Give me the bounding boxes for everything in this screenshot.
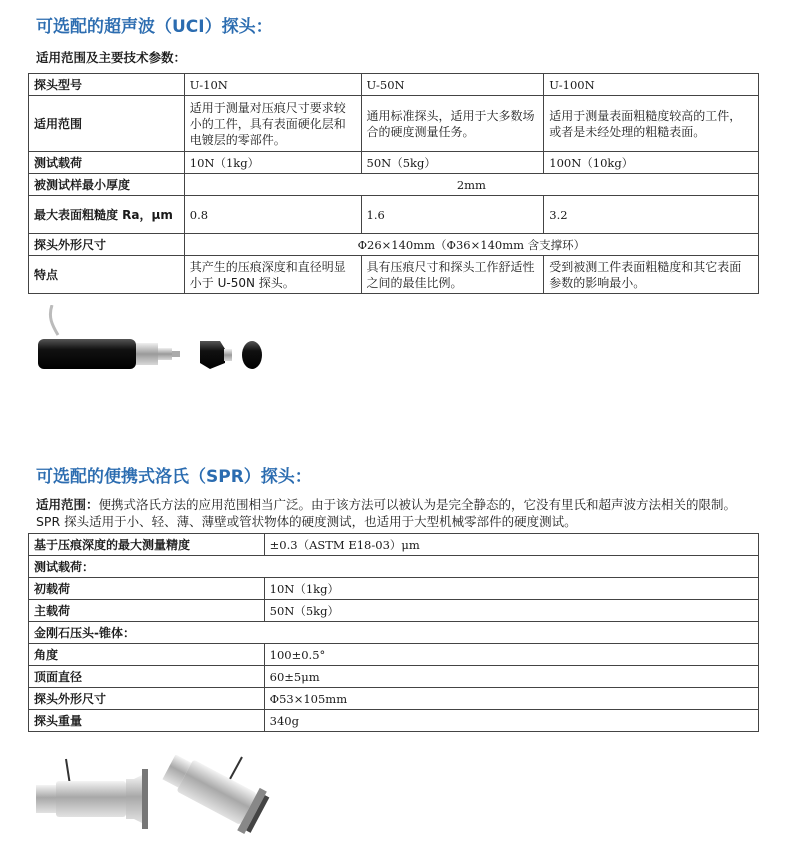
spr-section-title: 可选配的便携式洛氏（SPR）探头： <box>36 467 312 487</box>
uci-cell: 50N（5kg） <box>361 152 544 174</box>
uci-cell: 具有压痕尺寸和探头工作舒适性之间的最佳比例。 <box>361 256 544 294</box>
spr-row-label: 基于压痕深度的最大测量精度 <box>29 534 265 556</box>
spr-row <box>29 710 759 732</box>
uci-row-dimensions <box>29 234 759 256</box>
spr-scope-label: 适用范围： <box>36 497 99 512</box>
uci-cell: 受到被测工件表面粗糙度和其它表面参数的影响最小。 <box>544 256 759 294</box>
spr-row <box>29 600 759 622</box>
spr-row-label: 探头外形尺寸 <box>29 688 265 710</box>
spr-probe-image <box>30 755 280 843</box>
uci-subtitle: 适用范围及主要技术参数： <box>36 50 187 65</box>
uci-row-label: 特点 <box>29 256 185 294</box>
uci-header-u100n: U-100N <box>544 74 759 96</box>
uci-header-model: 探头型号 <box>29 74 185 96</box>
uci-cell-span: Φ26×140mm（Φ36×140mm 含支撑环） <box>184 234 758 256</box>
spr-row-value: 50N（5kg） <box>264 600 758 622</box>
uci-row-load <box>29 152 759 174</box>
spr-section-label: 金刚石压头-锥体： <box>29 622 759 644</box>
uci-probe-image <box>30 305 270 385</box>
spr-row-value: Φ53×105mm <box>264 688 758 710</box>
uci-row-roughness <box>29 196 759 234</box>
uci-header-u50n: U-50N <box>361 74 544 96</box>
spr-row-label: 顶面直径 <box>29 666 265 688</box>
uci-row-features <box>29 256 759 294</box>
spr-row-label: 主载荷 <box>29 600 265 622</box>
spr-row-label: 角度 <box>29 644 265 666</box>
uci-section-title: 可选配的超声波（UCI）探头： <box>36 17 273 37</box>
spr-row-value: ±0.3（ASTM E18-03）μm <box>264 534 758 556</box>
uci-cell: 适用于测量对压痕尺寸要求较小的工件，具有表面硬化层和电镀层的零部件。 <box>184 96 361 152</box>
uci-row-scope <box>29 96 759 152</box>
uci-cell: 0.8 <box>184 196 361 234</box>
uci-row-label: 探头外形尺寸 <box>29 234 185 256</box>
spr-section-row <box>29 622 759 644</box>
uci-row-label: 被测试样最小厚度 <box>29 174 185 196</box>
uci-row-label: 适用范围 <box>29 96 185 152</box>
spr-scope-paragraph <box>36 496 754 530</box>
uci-cell: 100N（10kg） <box>544 152 759 174</box>
spr-row <box>29 644 759 666</box>
uci-cell-span: 2mm <box>184 174 758 196</box>
uci-row-label: 最大表面粗糙度 Ra，μm <box>29 196 185 234</box>
uci-row-min-thickness <box>29 174 759 196</box>
spr-row-label: 探头重量 <box>29 710 265 732</box>
uci-cell: 1.6 <box>361 196 544 234</box>
spr-row <box>29 534 759 556</box>
spr-section-label: 测试载荷： <box>29 556 759 578</box>
spr-row-value: 10N（1kg） <box>264 578 758 600</box>
spr-row-value: 100±0.5° <box>264 644 758 666</box>
uci-cell: 适用于测量表面粗糙度较高的工件，或者是未经处理的粗糙表面。 <box>544 96 759 152</box>
spr-row-value: 340g <box>264 710 758 732</box>
uci-spec-table <box>28 73 759 294</box>
spr-row-value: 60±5μm <box>264 666 758 688</box>
spr-scope-text: 便携式洛氏方法的应用范围相当广泛。由于该方法可以被认为是完全静态的，它没有里氏和超声波方法相关的限制。SPR 探头适用于小、轻、薄、薄壁或管状物体的硬度测试，也适用于大型机械零部件的硬度测试。 <box>36 497 737 529</box>
spr-row-label: 初载荷 <box>29 578 265 600</box>
spr-section-row <box>29 556 759 578</box>
uci-header-u10n: U-10N <box>184 74 361 96</box>
spr-row <box>29 688 759 710</box>
spr-row <box>29 666 759 688</box>
uci-row-label: 测试载荷 <box>29 152 185 174</box>
spr-spec-table <box>28 533 759 732</box>
uci-header-row <box>29 74 759 96</box>
spr-row <box>29 578 759 600</box>
uci-cell: 10N（1kg） <box>184 152 361 174</box>
uci-cell: 3.2 <box>544 196 759 234</box>
uci-cell: 其产生的压痕深度和直径明显小于 U-50N 探头。 <box>184 256 361 294</box>
uci-cell: 通用标准探头，适用于大多数场合的硬度测量任务。 <box>361 96 544 152</box>
